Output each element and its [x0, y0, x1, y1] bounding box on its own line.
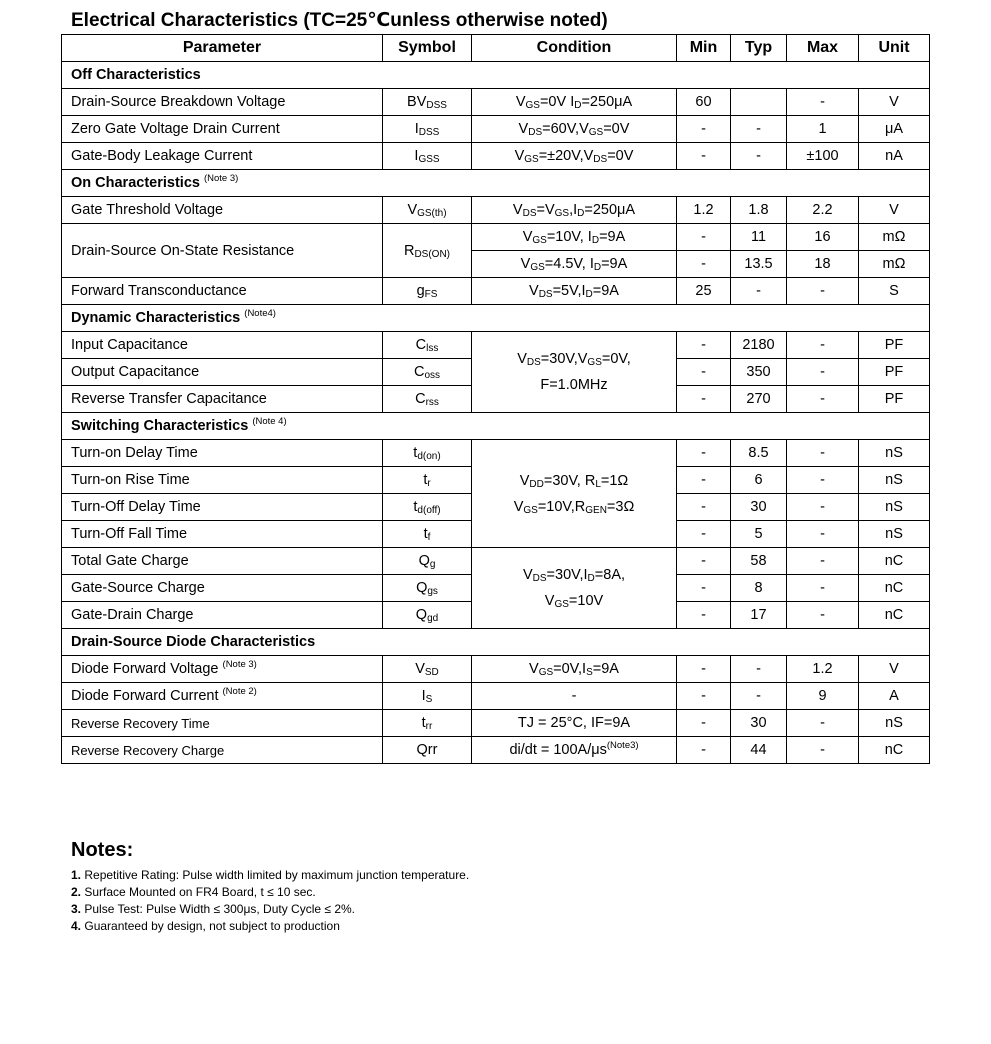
symbol-sub: DS(ON)	[414, 248, 451, 260]
param-cell: Forward Transconductance	[62, 278, 383, 305]
typ-cell: -	[731, 143, 787, 170]
min-cell: -	[677, 710, 731, 737]
param-label: Diode Forward Voltage	[71, 661, 219, 677]
header-row	[62, 35, 930, 62]
unit-cell: nC	[859, 575, 930, 602]
note-item	[71, 918, 469, 935]
symbol-main: I	[414, 148, 419, 164]
condition-cell: $V_{GS}=0V$ $I_D=250\mu A$	[472, 89, 677, 116]
symbol-main: t	[423, 472, 428, 488]
symbol-main: g	[416, 283, 425, 299]
condition-cell: $V_{DS}=30V,V_{GS}=0V$, F=1.0MHz	[472, 332, 677, 413]
param-cell: Output Capacitance	[62, 359, 383, 386]
max-cell: -	[787, 737, 859, 764]
condition-cell: $V_{GS}=\pm 20V,V_{DS}=0V$	[472, 143, 677, 170]
typ-cell: 11	[731, 224, 787, 251]
table-row	[62, 656, 930, 683]
unit-cell: nC	[859, 737, 930, 764]
section-off	[62, 62, 930, 89]
symbol-cell	[383, 359, 472, 386]
note-number: 2.	[71, 885, 82, 899]
symbol-main: R	[403, 242, 415, 259]
symbol-sub: SD	[424, 667, 439, 678]
typ-cell: 8.5	[731, 440, 787, 467]
typ-cell: 17	[731, 602, 787, 629]
symbol-main: C	[415, 391, 426, 407]
section-note: (Note 3)	[203, 173, 239, 184]
section-label: On Characteristics	[71, 175, 200, 191]
unit-cell: nS	[859, 521, 930, 548]
symbol-cell	[383, 116, 472, 143]
min-cell: -	[677, 251, 731, 278]
min-cell: -	[677, 521, 731, 548]
unit-cell: nS	[859, 494, 930, 521]
symbol-cell	[383, 197, 472, 224]
table-row	[62, 197, 930, 224]
min-cell: -	[677, 494, 731, 521]
notes-heading: Notes:	[71, 839, 134, 861]
min-cell: -	[677, 575, 731, 602]
table-row	[62, 278, 930, 305]
max-cell: -	[787, 359, 859, 386]
condition-cell: $V_{GS}=10V$, $I_D=9A$	[472, 224, 677, 251]
symbol-sub: f	[427, 532, 431, 543]
symbol-main: t	[413, 445, 418, 461]
typ-cell: 13.5	[731, 251, 787, 278]
unit-cell: nS	[859, 467, 930, 494]
min-cell: -	[677, 332, 731, 359]
symbol-cell	[383, 494, 472, 521]
symbol-sub: g	[429, 559, 436, 570]
symbol-main: V	[407, 202, 418, 218]
min-cell: -	[677, 116, 731, 143]
typ-cell: -	[731, 278, 787, 305]
section-label: Switching Characteristics	[71, 418, 249, 434]
condition-cell: $V_{DS}=V_{GS},I_D=250\mu A$	[472, 197, 677, 224]
param-cell: Turn-Off Fall Time	[62, 521, 383, 548]
note-number: 1.	[71, 868, 82, 882]
max-cell: -	[787, 467, 859, 494]
unit-cell: μA	[859, 116, 930, 143]
symbol-cell	[383, 683, 472, 710]
unit-cell: PF	[859, 359, 930, 386]
table-row	[62, 683, 930, 710]
min-cell: 25	[677, 278, 731, 305]
section-dynamic	[62, 305, 930, 332]
symbol-main: t	[421, 715, 426, 731]
symbol-cell	[383, 278, 472, 305]
symbol-main: C	[415, 337, 427, 353]
condition-cell: $V_{GS}=0V,I_S=9A$	[472, 656, 677, 683]
min-cell: -	[677, 224, 731, 251]
symbol-cell	[383, 575, 472, 602]
symbol-main: V	[415, 661, 425, 677]
symbol-main: I	[421, 688, 426, 704]
note-item	[71, 867, 469, 884]
param-label: Diode Forward Current	[71, 688, 219, 704]
symbol-main: t	[413, 499, 418, 515]
symbol-cell	[383, 548, 472, 575]
symbol-sub: GSS	[418, 154, 440, 165]
table-row	[62, 143, 930, 170]
symbol-sub: d(on)	[417, 451, 441, 462]
symbol-sub: GS(th)	[417, 208, 447, 219]
typ-cell: 58	[731, 548, 787, 575]
param-cell: Reverse Recovery Charge	[62, 737, 383, 764]
symbol-main: C	[413, 364, 425, 380]
unit-cell: PF	[859, 386, 930, 413]
condition-cell: $V_{GS}=4.5V$, $I_D=9A$	[472, 251, 677, 278]
typ-cell: 350	[731, 359, 787, 386]
unit-cell: mΩ	[859, 251, 930, 278]
max-cell: -	[787, 89, 859, 116]
symbol-sub: rr	[425, 721, 433, 732]
symbol-cell	[383, 467, 472, 494]
symbol-cell: Qrr	[383, 737, 472, 764]
typ-cell: 8	[731, 575, 787, 602]
unit-cell: V	[859, 656, 930, 683]
min-cell: -	[677, 602, 731, 629]
note-number: 3.	[71, 902, 82, 916]
condition-cell: -	[472, 683, 677, 710]
unit-cell: nS	[859, 440, 930, 467]
note-item	[71, 901, 469, 918]
param-note: (Note 3)	[222, 659, 257, 670]
param-cell: Gate-Drain Charge	[62, 602, 383, 629]
max-cell: 9	[787, 683, 859, 710]
min-cell: -	[677, 683, 731, 710]
param-cell: Drain-Source On-State Resistance	[62, 224, 383, 278]
table-row	[62, 89, 930, 116]
max-cell: 2.2	[787, 197, 859, 224]
typ-cell: -	[731, 683, 787, 710]
table-row	[62, 224, 930, 251]
param-cell: Gate-Source Charge	[62, 575, 383, 602]
unit-cell: V	[859, 197, 930, 224]
header-min: Min	[677, 35, 731, 62]
symbol-cell	[383, 224, 472, 278]
note-text: Pulse Test: Pulse Width ≤ 300μs, Duty Cycle ≤ 2%.	[84, 902, 355, 916]
param-note: (Note 2)	[222, 686, 257, 697]
section-switching	[62, 413, 930, 440]
symbol-sub: DSS	[426, 100, 447, 111]
min-cell: -	[677, 737, 731, 764]
min-cell: 1.2	[677, 197, 731, 224]
condition-cell: $V_{DS}=5V,I_D=9A$	[472, 278, 677, 305]
symbol-sub: FS	[424, 289, 438, 300]
note-number: 4.	[71, 919, 82, 933]
unit-cell: PF	[859, 332, 930, 359]
min-cell: -	[677, 467, 731, 494]
section-note: (Note 4)	[252, 416, 287, 427]
symbol-cell	[383, 656, 472, 683]
symbol-main: Q	[416, 580, 428, 596]
max-cell: -	[787, 278, 859, 305]
param-cell: Total Gate Charge	[62, 548, 383, 575]
page-title: Electrical Characteristics (TC=25℃unless otherwise noted)	[71, 10, 608, 31]
condition-note: (Note3)	[606, 740, 639, 751]
table-row	[62, 548, 930, 575]
typ-cell: 270	[731, 386, 787, 413]
symbol-sub: d(off)	[417, 505, 441, 516]
max-cell: -	[787, 440, 859, 467]
section-label: Dynamic Characteristics	[71, 310, 241, 326]
table-row	[62, 116, 930, 143]
section-diode	[62, 629, 930, 656]
max-cell: -	[787, 494, 859, 521]
condition-cell: TJ = 25°C, IF=9A	[472, 710, 677, 737]
symbol-cell	[383, 521, 472, 548]
table-row	[62, 737, 930, 764]
table-row	[62, 332, 930, 359]
symbol-cell	[383, 710, 472, 737]
symbol-cell	[383, 89, 472, 116]
unit-cell: nC	[859, 602, 930, 629]
param-cell: Drain-Source Breakdown Voltage	[62, 89, 383, 116]
max-cell: 1.2	[787, 656, 859, 683]
min-cell: -	[677, 359, 731, 386]
condition-cell: $V_{DS}=60V,V_{GS}=0V$	[472, 116, 677, 143]
typ-cell: 6	[731, 467, 787, 494]
max-cell: -	[787, 602, 859, 629]
param-cell: Gate-Body Leakage Current	[62, 143, 383, 170]
unit-cell: nC	[859, 548, 930, 575]
typ-cell: 30	[731, 710, 787, 737]
symbol-sub: gd	[427, 613, 439, 624]
typ-cell: -	[731, 656, 787, 683]
typ-cell: 1.8	[731, 197, 787, 224]
min-cell: -	[677, 656, 731, 683]
symbol-main: I	[414, 121, 419, 137]
symbol-cell	[383, 440, 472, 467]
typ-cell: 44	[731, 737, 787, 764]
header-typ: Typ	[731, 35, 787, 62]
unit-cell: A	[859, 683, 930, 710]
max-cell: 1	[787, 116, 859, 143]
param-cell: Reverse Recovery Time	[62, 710, 383, 737]
max-cell: 18	[787, 251, 859, 278]
unit-cell: mΩ	[859, 224, 930, 251]
condition-cell	[472, 737, 677, 764]
section-on	[62, 170, 930, 197]
condition-cell: $V_{DS}=30V,I_D=8A$, $V_{GS}=10V$	[472, 548, 677, 629]
min-cell: -	[677, 143, 731, 170]
note-item	[71, 884, 469, 901]
typ-cell: 5	[731, 521, 787, 548]
table-row	[62, 440, 930, 467]
condition-cell: $V_{DD}=30V$, $R_L=1\Omega$ $V_{GS}=10V,R_{GEN}=3\Omega$	[472, 440, 677, 548]
param-cell: Input Capacitance	[62, 332, 383, 359]
param-cell	[62, 683, 383, 710]
symbol-cell	[383, 143, 472, 170]
min-cell: 60	[677, 89, 731, 116]
header-parameter: Parameter	[62, 35, 383, 62]
max-cell: -	[787, 575, 859, 602]
max-cell: ±100	[787, 143, 859, 170]
electrical-characteristics-table	[61, 34, 930, 764]
param-cell: Zero Gate Voltage Drain Current	[62, 116, 383, 143]
param-cell: Reverse Transfer Capacitance	[62, 386, 383, 413]
note-text: Repetitive Rating: Pulse width limited by maximum junction temperature.	[84, 868, 470, 882]
typ-cell: 30	[731, 494, 787, 521]
unit-cell: nS	[859, 710, 930, 737]
max-cell: 16	[787, 224, 859, 251]
symbol-main: Q	[418, 553, 430, 569]
symbol-sub: rss	[425, 397, 439, 408]
symbol-cell	[383, 602, 472, 629]
header-unit: Unit	[859, 35, 930, 62]
header-symbol: Symbol	[383, 35, 472, 62]
typ-cell	[731, 89, 787, 116]
symbol-sub: lss	[426, 343, 439, 354]
symbol-sub: r	[427, 478, 431, 489]
min-cell: -	[677, 440, 731, 467]
section-label: Off Characteristics	[71, 67, 201, 83]
max-cell: -	[787, 386, 859, 413]
max-cell: -	[787, 710, 859, 737]
symbol-main: t	[423, 526, 428, 542]
section-label: Drain-Source Diode Characteristics	[71, 634, 316, 650]
symbol-sub: DSS	[418, 127, 440, 138]
unit-cell: nA	[859, 143, 930, 170]
param-cell: Turn-on Delay Time	[62, 440, 383, 467]
typ-cell: 2180	[731, 332, 787, 359]
typ-cell: -	[731, 116, 787, 143]
condition-text: di/dt = 100A/μs	[509, 742, 607, 758]
max-cell: -	[787, 548, 859, 575]
symbol-sub: oss	[424, 370, 441, 381]
max-cell: -	[787, 521, 859, 548]
table-row	[62, 710, 930, 737]
unit-cell: S	[859, 278, 930, 305]
header-max: Max	[787, 35, 859, 62]
symbol-cell	[383, 332, 472, 359]
max-cell: -	[787, 332, 859, 359]
notes-block	[71, 839, 469, 935]
symbol-sub: gs	[427, 586, 438, 597]
symbol-cell	[383, 386, 472, 413]
param-cell: Gate Threshold Voltage	[62, 197, 383, 224]
symbol-main: Q	[415, 607, 428, 623]
note-text: Guaranteed by design, not subject to production	[84, 919, 340, 933]
min-cell: -	[677, 548, 731, 575]
header-condition: Condition	[472, 35, 677, 62]
symbol-main: BV	[407, 94, 427, 110]
param-cell: Turn-Off Delay Time	[62, 494, 383, 521]
param-cell	[62, 656, 383, 683]
section-note: (Note4)	[244, 308, 276, 319]
unit-cell: V	[859, 89, 930, 116]
param-cell: Turn-on Rise Time	[62, 467, 383, 494]
min-cell: -	[677, 386, 731, 413]
note-text: Surface Mounted on FR4 Board, t ≤ 10 sec.	[84, 885, 316, 899]
symbol-sub: S	[425, 694, 433, 705]
